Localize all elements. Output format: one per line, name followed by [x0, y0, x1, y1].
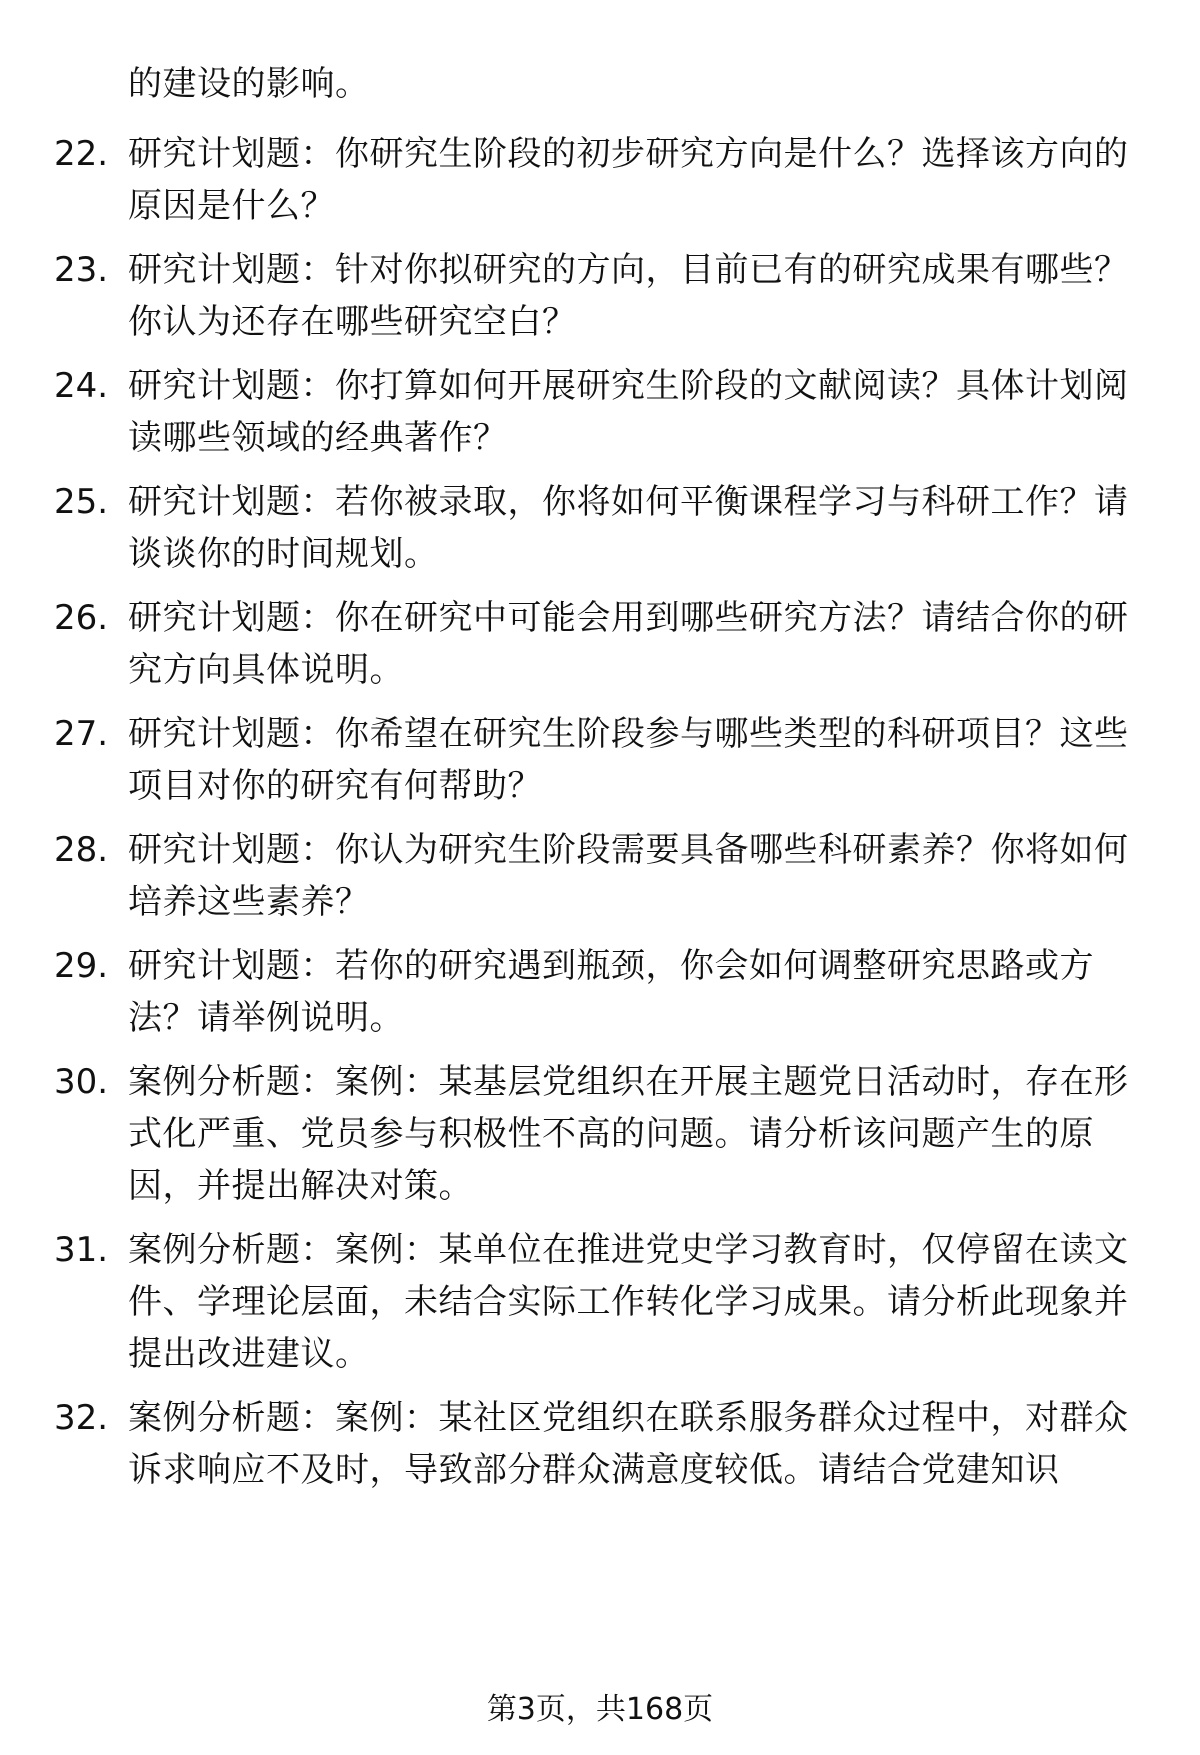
question-text: 案例分析题：案例：某单位在推进党史学习教育时，仅停留在读文件、学理论层面，未结合实际工作转化学习成果。请分析此现象并提出改进建议。 [128, 1230, 1129, 1374]
question-text: 研究计划题：你打算如何开展研究生阶段的文献阅读？具体计划阅读哪些领域的经典著作？ [128, 366, 1129, 458]
question-number: 27. [54, 714, 109, 754]
question-number: 25. [54, 482, 109, 522]
question-text: 研究计划题：若你被录取，你将如何平衡课程学习与科研工作？请谈谈你的时间规划。 [128, 482, 1129, 574]
page-footer: 第3页，共168页 [486, 1692, 714, 1727]
question-text: 研究计划题：你认为研究生阶段需要具备哪些科研素养？你将如何培养这些素养？ [128, 830, 1129, 922]
question-text: 研究计划题：针对你拟研究的方向，目前已有的研究成果有哪些？你认为还存在哪些研究空白？ [128, 250, 1129, 342]
question-number: 24. [54, 366, 109, 406]
question-text: 案例分析题：案例：某社区党组织在联系服务群众过程中，对群众诉求响应不及时，导致部分群众满意度较低。请结合党建知识 [128, 1398, 1129, 1490]
question-text: 研究计划题：若你的研究遇到瓶颈，你会如何调整研究思路或方法？请举例说明。 [128, 946, 1094, 1038]
question-number: 28. [54, 830, 109, 870]
question-text: 案例分析题：案例：某基层党组织在开展主题党日活动时，存在形式化严重、党员参与积极性不高的问题。请分析该问题产生的原因，并提出解决对策。 [128, 1062, 1129, 1206]
question-number: 31. [54, 1230, 109, 1270]
question-number: 29. [54, 946, 109, 986]
question-text: 研究计划题：你在研究中可能会用到哪些研究方法？请结合你的研究方向具体说明。 [128, 598, 1129, 690]
question-text: 研究计划题：你希望在研究生阶段参与哪些类型的科研项目？这些项目对你的研究有何帮助？ [128, 714, 1129, 806]
question-number: 26. [54, 598, 109, 638]
continuation-text: 的建设的影响。 [128, 64, 370, 104]
question-number: 22. [54, 134, 109, 174]
question-number: 30. [54, 1062, 109, 1102]
question-text: 研究计划题：你研究生阶段的初步研究方向是什么？选择该方向的原因是什么？ [128, 134, 1129, 226]
question-number: 32. [54, 1398, 109, 1438]
question-number: 23. [54, 250, 109, 290]
